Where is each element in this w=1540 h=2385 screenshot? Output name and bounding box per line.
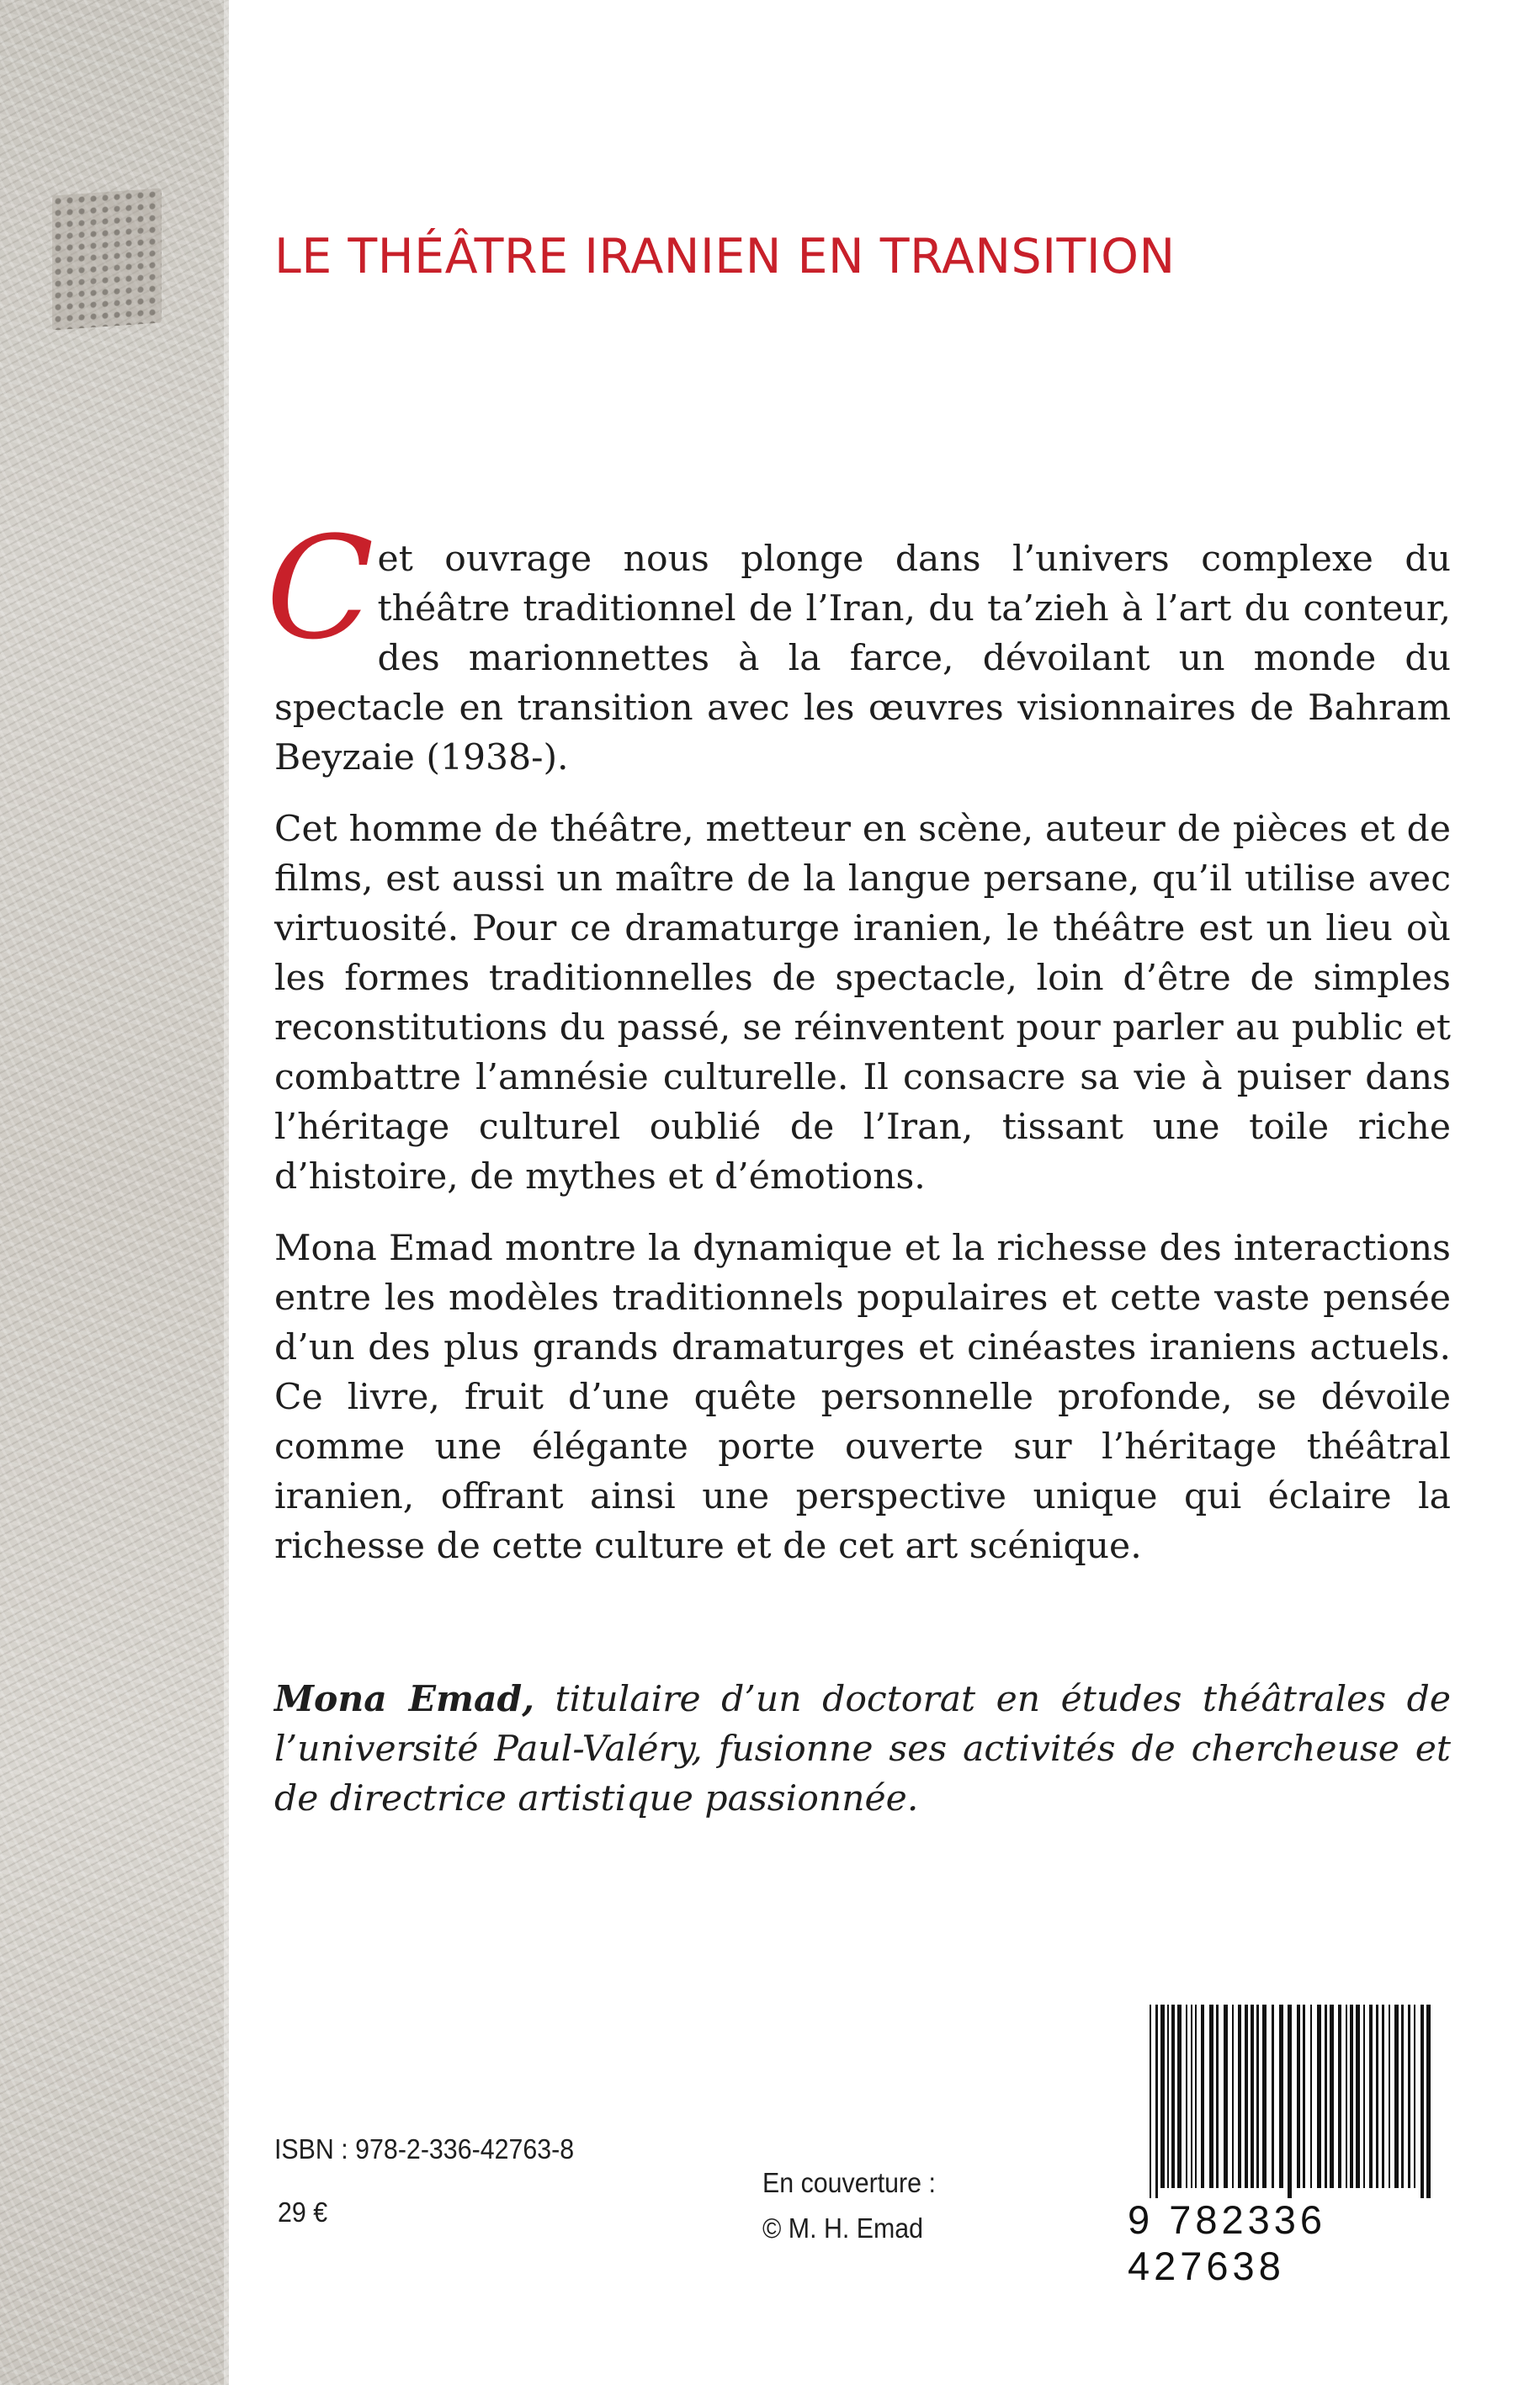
barcode-bar bbox=[1191, 2005, 1192, 2188]
barcode-bar bbox=[1426, 2005, 1431, 2198]
barcode-bar bbox=[1171, 2005, 1175, 2188]
barcode-bar bbox=[1389, 2005, 1390, 2188]
barcode-bar bbox=[1177, 2005, 1182, 2188]
barcode-bar bbox=[1201, 2005, 1204, 2188]
barcode-bar bbox=[1167, 2005, 1169, 2188]
barcode-bar bbox=[1160, 2005, 1165, 2188]
cover-texture-strip bbox=[0, 0, 229, 2385]
barcode-bar bbox=[1272, 2005, 1274, 2188]
barcode-bar bbox=[1350, 2005, 1353, 2188]
barcode-bar bbox=[1310, 2005, 1312, 2188]
barcode-bar bbox=[1330, 2005, 1334, 2188]
barcode-bar bbox=[1251, 2005, 1254, 2188]
barcode-bar bbox=[1238, 2005, 1241, 2188]
barcode-bar bbox=[1346, 2005, 1347, 2188]
barcode-bar bbox=[1369, 2005, 1373, 2188]
barcode-bar bbox=[1150, 2005, 1151, 2198]
textile-pattern bbox=[52, 188, 162, 330]
barcode-bar bbox=[1382, 2005, 1384, 2188]
barcode-bar bbox=[1421, 2005, 1424, 2198]
barcode-bar bbox=[1195, 2005, 1197, 2188]
barcode-bar bbox=[1186, 2005, 1187, 2188]
cover-credit-line1: En couverture : bbox=[762, 2167, 936, 2198]
barcode-bar bbox=[1262, 2005, 1267, 2188]
isbn: ISBN : 978-2-336-42763-8 bbox=[274, 2133, 575, 2165]
price: 29 € bbox=[278, 2196, 328, 2228]
author-bio bbox=[274, 1675, 1451, 1824]
barcode-bar bbox=[1279, 2005, 1283, 2188]
barcode-bar bbox=[1288, 2005, 1292, 2198]
barcode-bar bbox=[1216, 2005, 1219, 2188]
barcode-bar bbox=[1408, 2005, 1410, 2188]
paragraph-3: Mona Emad montre la dynamique et la richesse des interactions entre les modèles traditionnels populaires et cette vaste pensée d’un des plus grands dramaturges et cinéastes iraniens actuels. Ce livre, fruit d’une quête personnelle profonde, se dévoile comme une élégante porte ouverte sur l’héritage théâtral iranien, offrant ainsi une perspective unique qui éclaire la richesse de cette culture et de cet art scénique. bbox=[274, 1228, 1451, 1567]
barcode-digits: 9 782336 427638 bbox=[1128, 2197, 1327, 2288]
barcode-bar bbox=[1363, 2005, 1365, 2188]
barcode-bar bbox=[1256, 2005, 1259, 2188]
barcode-bar bbox=[1401, 2005, 1404, 2188]
barcode-bar bbox=[1325, 2005, 1327, 2188]
cover-credit-line2: © M. H. Emad bbox=[762, 2212, 924, 2244]
paragraph-1 bbox=[266, 506, 1451, 783]
barcode-bar bbox=[1232, 2005, 1234, 2188]
cover-credit bbox=[762, 2160, 936, 2251]
barcode-bar bbox=[1155, 2005, 1158, 2198]
author-name: Mona Emad, bbox=[274, 1678, 535, 1720]
paragraph-1-text: et ouvrage nous plonge dans l’univers complexe du théâtre traditionnel de l’Iran, du ta’zieh à l’art du conteur, des marionnettes à la farce, dévoilant un monde du spectacle en transition avec les œuvres visionnaires de Bahram Beyzaie (1938-). bbox=[274, 539, 1451, 778]
barcode-bar bbox=[1245, 2005, 1248, 2188]
barcode-bar bbox=[1376, 2005, 1378, 2188]
barcode-bar bbox=[1209, 2005, 1213, 2188]
drop-cap: C bbox=[266, 506, 374, 671]
paragraph-2: Cet homme de théâtre, metteur en scène, auteur de pièces et de films, est aussi un maître de la langue persane, qu’il utilise avec virtuosité. Pour ce dramaturge iranien, le théâtre est un lieu où les formes traditionnelles de spectacle, loin d’être de simples reconstitutions du passé, se réinventent pour parler au public et combattre l’amnésie culturelle. Il consacre sa vie à puiser dans l’héritage culturel oublié de l’Iran, tissant une toile riche d’histoire, de mythes et d’émotions. bbox=[274, 809, 1451, 1198]
barcode-bar bbox=[1338, 2005, 1341, 2188]
barcode-bars bbox=[1128, 2001, 1447, 2199]
barcode-bar bbox=[1224, 2005, 1228, 2188]
barcode-bar bbox=[1414, 2005, 1415, 2188]
barcode-bar bbox=[1356, 2005, 1360, 2188]
book-title: LE THÉÂTRE IRANIEN EN TRANSITION bbox=[274, 229, 1176, 284]
barcode-bar bbox=[1394, 2005, 1399, 2188]
barcode-bar bbox=[1297, 2005, 1300, 2188]
author-bio-text: titulaire d’un doctorat en études théâtrales de l’université Paul-Valéry, fusionne ses activités de chercheuse et de directrice artistique passionnée. bbox=[274, 1679, 1452, 1819]
blurb bbox=[266, 506, 1451, 1593]
barcode-bar bbox=[1303, 2005, 1305, 2188]
barcode bbox=[1128, 2001, 1447, 2288]
barcode-bar bbox=[1317, 2005, 1321, 2188]
